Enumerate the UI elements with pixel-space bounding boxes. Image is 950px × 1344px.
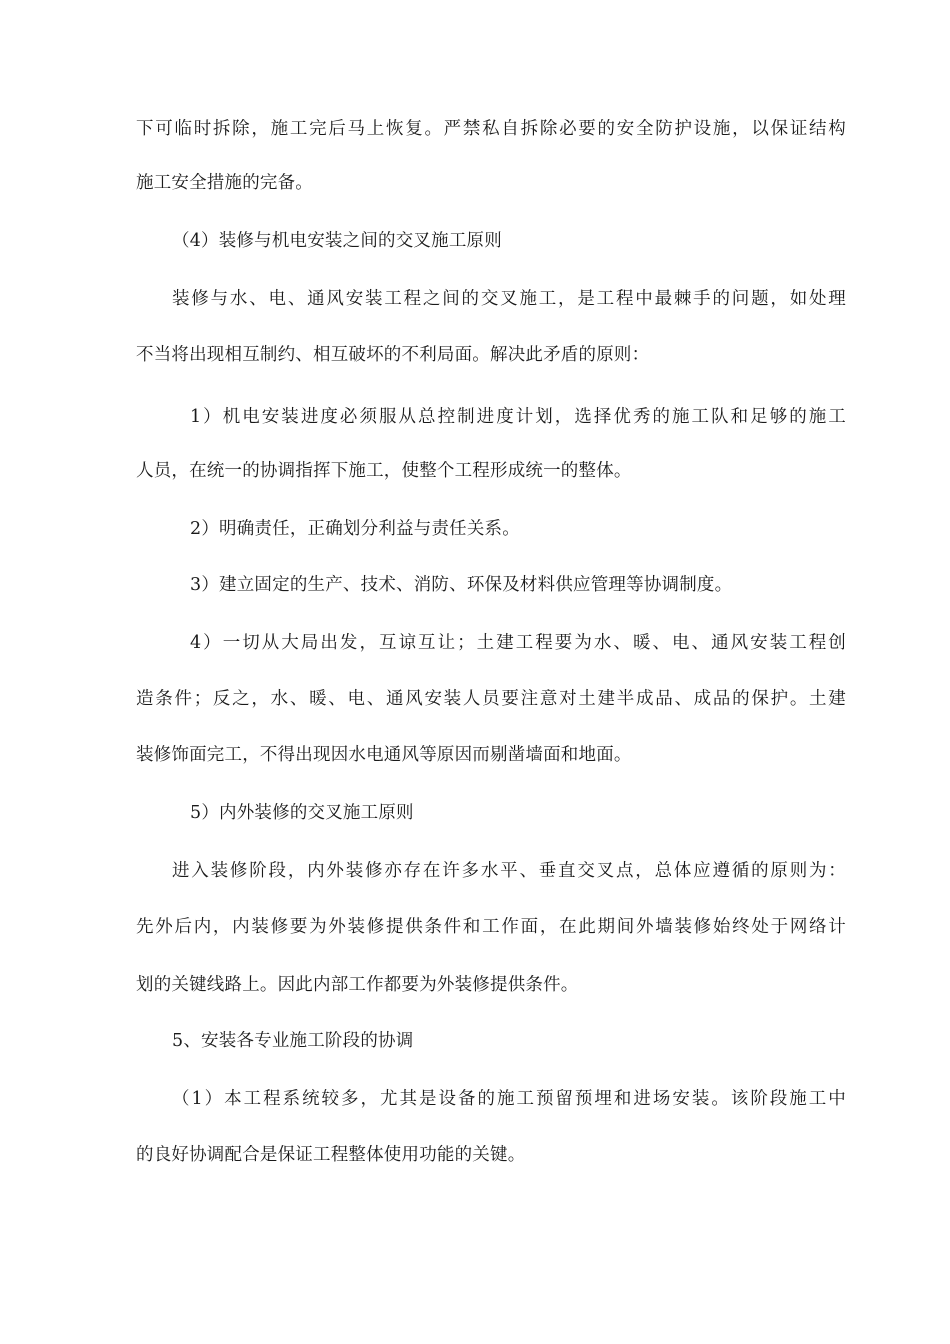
list-item-line: 2）明确责任，正确划分利益与责任关系。 — [190, 519, 520, 539]
paragraph-line: 的良好协调配合是保证工程整体使用功能的关键。 — [136, 1145, 526, 1165]
paragraph-line: 下可临时拆除，施工完后马上恢复。严禁私自拆除必要的安全防护设施，以保证结构 — [136, 119, 846, 139]
section-heading: 5、安装各专业施工阶段的协调 — [172, 1031, 414, 1051]
section-heading: 5）内外装修的交叉施工原则 — [190, 803, 414, 823]
list-item-line: 4）一切从大局出发，互谅互让；土建工程要为水、暖、电、通风安装工程创 — [190, 633, 846, 653]
paragraph-line: （1）本工程系统较多，尤其是设备的施工预留预埋和进场安装。该阶段施工中 — [172, 1089, 846, 1109]
list-item-line: 人员，在统一的协调指挥下施工，使整个工程形成统一的整体。 — [136, 461, 632, 481]
paragraph-line: 装修与水、电、通风安装工程之间的交叉施工，是工程中最棘手的问题，如处理 — [172, 289, 846, 309]
section-heading: （4）装修与机电安装之间的交叉施工原则 — [172, 231, 502, 251]
list-item-line: 造条件；反之，水、暖、电、通风安装人员要注意对土建半成品、成品的保护。土建 — [136, 689, 846, 709]
paragraph-line: 划的关键线路上。因此内部工作都要为外装修提供条件。 — [136, 975, 579, 995]
list-item-line: 装修饰面完工，不得出现因水电通风等原因而剔凿墙面和地面。 — [136, 745, 632, 765]
paragraph-line: 先外后内，内装修要为外装修提供条件和工作面，在此期间外墙装修始终处于网络计 — [136, 917, 846, 937]
paragraph-line: 进入装修阶段，内外装修亦存在许多水平、垂直交叉点，总体应遵循的原则为： — [172, 861, 846, 881]
paragraph-line: 不当将出现相互制约、相互破坏的不利局面。解决此矛盾的原则： — [136, 345, 650, 365]
list-item-line: 3）建立固定的生产、技术、消防、环保及材料供应管理等协调制度。 — [190, 575, 733, 595]
paragraph-line: 施工安全措施的完备。 — [136, 173, 313, 193]
list-item-line: 1）机电安装进度必须服从总控制进度计划，选择优秀的施工队和足够的施工 — [190, 407, 846, 427]
